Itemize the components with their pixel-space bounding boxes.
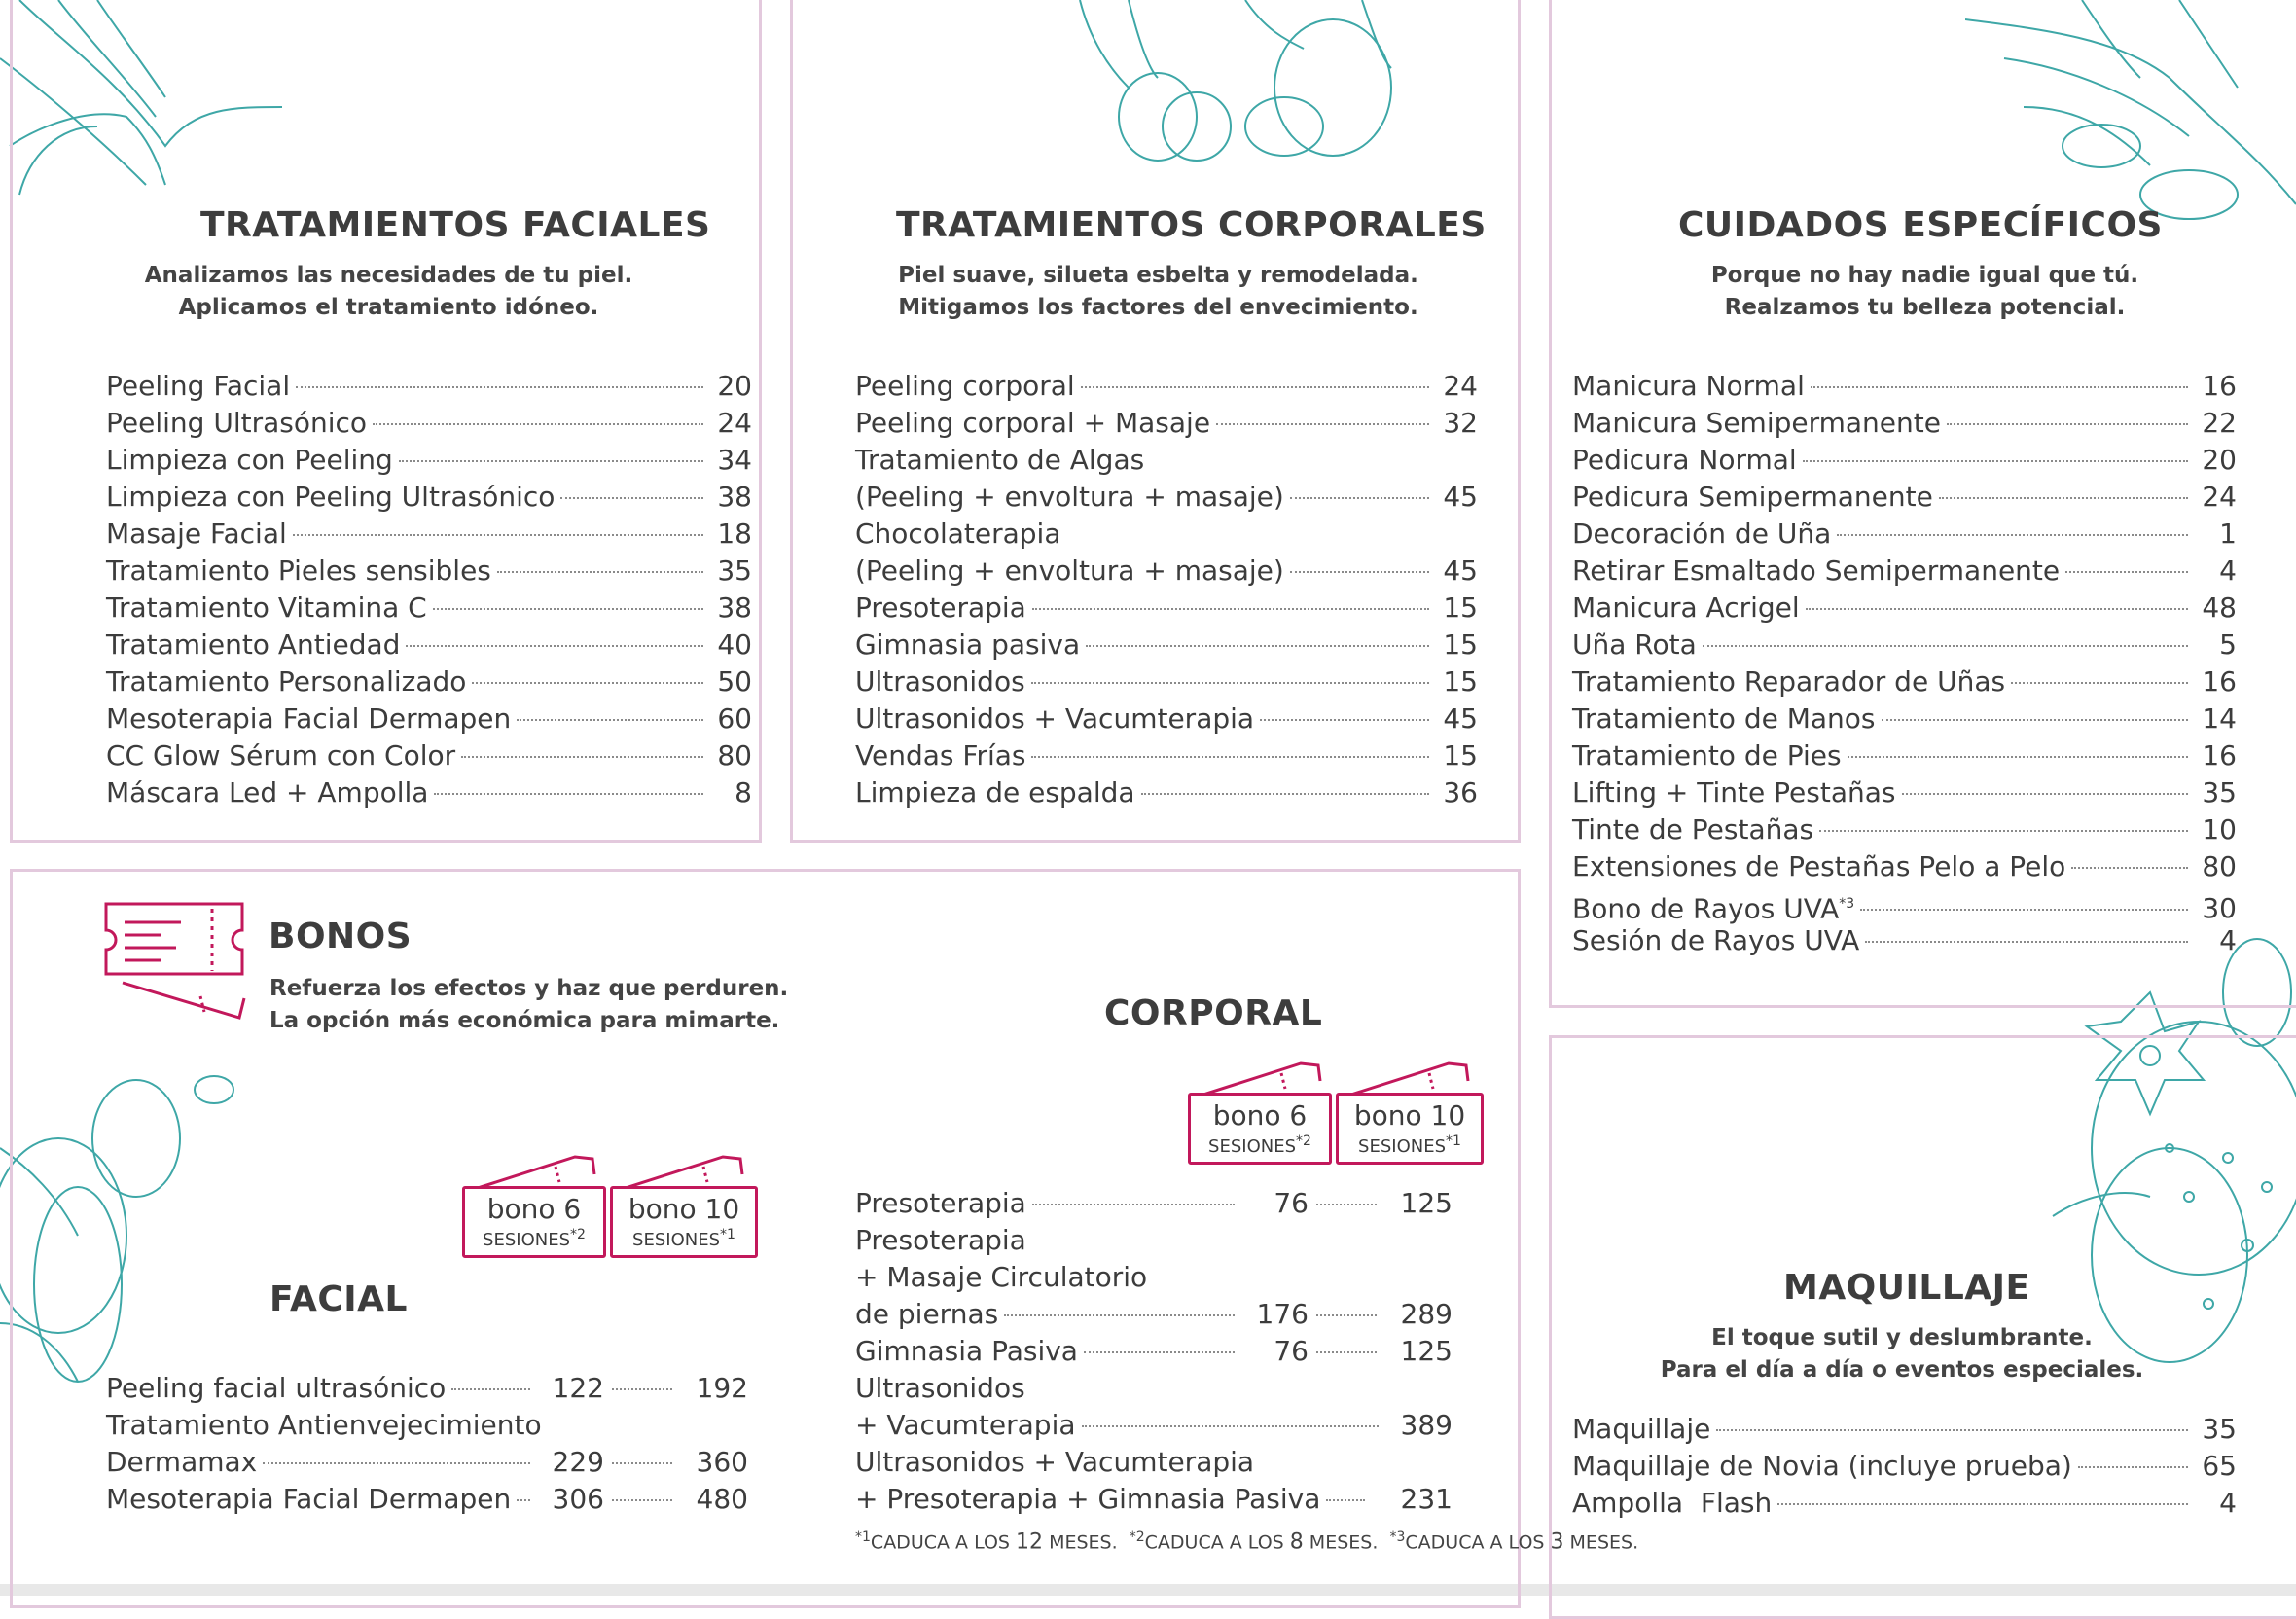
item-name: Presoterapia [855,1187,1026,1219]
bono-6-price: 76 [1274,1335,1309,1367]
bono-row [855,1370,1453,1407]
footnote-text: CADUCA A LOS [870,1531,1017,1554]
item-name: Retirar Esmaltado Semipermanente [1572,555,2061,587]
item-name: Extensiones de Pestañas Pelo a Pelo [1572,850,2066,882]
price-row [106,442,752,479]
leader-dots [263,1462,530,1464]
leader-dots [1939,497,2188,499]
footnote-text: CADUCA A LOS [1405,1531,1551,1554]
leader-dots [1947,423,2188,425]
footnote-text: MESES. [1303,1531,1379,1554]
ticket-subtitle [1339,1131,1481,1158]
price-row [1572,553,2237,590]
item-price: 65 [2202,1450,2237,1482]
leader-dots [399,460,703,462]
item-name-text: Bono de Rayos UVA [1572,892,1840,925]
subtitle-line-1: Piel suave, silueta esbelta y remodelada. [898,263,1418,288]
price-row [1572,738,2237,774]
price-row [1572,627,2237,664]
item-name: Mesoterapia Facial Dermapen [106,1483,512,1515]
leader-dots [1260,719,1429,721]
item-price: 45 [1443,481,1478,513]
item-name: Ultrasonidos + Vacumterapia [855,1446,1255,1478]
price-row [855,516,1478,553]
item-price: 16 [2202,739,2237,772]
bono-row [106,1370,748,1407]
leader-dots [472,682,703,684]
item-price: 45 [1443,555,1478,587]
bonos-corporal-list [855,1185,1453,1518]
price-row [1572,516,2237,553]
item-price: 35 [717,555,752,587]
item-name: Tratamiento Reparador de Uñas [1572,666,2006,698]
subtitle-line-2: La opción más económica para mimarte. [269,1008,780,1033]
bono-6-ticket-corporal [1188,1063,1332,1157]
price-row [106,590,752,627]
item-name: Decoración de Uña [1572,518,1832,550]
ticket-subtitle [613,1224,755,1251]
item-name: Ultrasonidos [855,666,1025,698]
subtitle-line-1: Refuerza los efectos y haz que perduren. [269,976,789,1001]
item-price: 4 [2219,555,2237,587]
footnote-text: MESES. [1563,1531,1639,1554]
subtitle-line-2: Realzamos tu belleza potencial. [1724,295,2126,320]
ticket-subtitle [1191,1131,1329,1158]
bono-6-ticket-facial [462,1157,606,1250]
leader-dots-mid [612,1462,672,1464]
item-price: 45 [1443,702,1478,735]
section-subtitle [269,973,788,1037]
subtitle-line-2: Para el día a día o eventos especiales. [1660,1357,2144,1383]
leader-dots [1082,1425,1379,1427]
price-row [106,516,752,553]
section-subtitle [1552,1322,2252,1386]
bono-10-price: 480 [696,1483,748,1515]
leader-dots-mid [1316,1351,1377,1353]
bono-10-ticket-corporal [1336,1063,1484,1157]
leader-dots [1703,645,2188,647]
price-row [855,774,1478,811]
item-price: 40 [717,629,752,661]
footnote-number: 3 [1550,1529,1564,1555]
leader-dots-mid [612,1388,672,1390]
item-price: 48 [2202,592,2237,624]
item-name: Tratamiento Vitamina C [106,592,427,624]
leader-dots [1716,1429,2188,1431]
price-row [855,442,1478,479]
ticket-box [610,1186,758,1258]
leader-dots [1086,645,1429,647]
item-price: 38 [717,592,752,624]
leader-dots [1290,571,1429,573]
item-name: Uña Rota [1572,629,1697,661]
subtitle-line-1: El toque sutil y deslumbrante. [1711,1325,2093,1350]
leader-dots [406,645,703,647]
bono-10-ticket-facial [610,1157,758,1250]
item-price: 20 [717,370,752,402]
item-price: 36 [1443,776,1478,809]
item-name: Dermamax [106,1446,258,1478]
item-price: 24 [2202,481,2237,513]
price-row [106,664,752,701]
price-row [106,368,752,405]
item-name: Presoterapia [855,1224,1026,1256]
item-price: 15 [1443,629,1478,661]
leader-dots [1806,608,2188,610]
leader-dots [451,1388,530,1390]
bono-row [106,1481,748,1518]
price-row [855,590,1478,627]
item-name: Manicura Normal [1572,370,1805,402]
section-subtitle [1552,260,2296,324]
bono-6-price: 306 [552,1483,604,1515]
item-price: 30 [2202,892,2237,925]
bono-10-price: 389 [1400,1409,1453,1441]
footnote-mark: *3 [1389,1529,1406,1545]
item-price: 34 [717,444,752,476]
item-price: 5 [2219,629,2237,661]
item-price: 20 [2202,444,2237,476]
section-subtitle [793,260,1524,324]
item-price: 15 [1443,739,1478,772]
leader-dots [1777,1503,2188,1505]
leader-dots [1084,1351,1235,1353]
ticket-footnote-mark: *2 [1296,1133,1311,1149]
bonos-corporal-title: CORPORAL [1104,993,1323,1033]
item-name: Tratamiento Antiedad [106,629,401,661]
leader-dots [296,386,703,388]
item-name: Mesoterapia Facial Dermapen [106,702,512,735]
bono-10-price: 125 [1400,1187,1453,1219]
bono-row [855,1407,1453,1444]
ticket-title: bono 10 [628,1193,740,1225]
section-title: BONOS [269,917,413,956]
item-name: Ultrasonidos + Vacumterapia [855,702,1255,735]
ticket-footnote-mark: *2 [570,1227,586,1242]
section-title: TRATAMIENTOS CORPORALES [896,205,1487,245]
item-name: Gimnasia pasiva [855,629,1081,661]
leader-dots [1290,497,1429,499]
price-row [1572,368,2237,405]
leader-dots [497,571,703,573]
item-name: + Masaje Circulatorio [855,1261,1148,1293]
item-price: 18 [717,518,752,550]
ticket-title: bono 10 [1353,1099,1466,1132]
leader-dots [1032,1204,1235,1205]
bono-10-price: 231 [1400,1483,1453,1515]
leader-dots-mid [1316,1204,1377,1205]
item-name: Tratamiento Antienvejecimiento [106,1409,542,1441]
item-name: Tratamiento de Algas [855,444,1145,476]
bono-row [106,1444,748,1481]
bono-10-price: 125 [1400,1335,1453,1367]
panel-bonos [10,869,1639,1608]
price-row [855,627,1478,664]
bono-row [855,1444,1453,1481]
item-price: 50 [717,666,752,698]
item-price: 4 [2219,1487,2237,1519]
item-name: Maquillaje de Novia (incluye prueba) [1572,1450,2072,1482]
leader-dots [2071,867,2188,869]
leader-dots [433,608,703,610]
item-price: 32 [1443,407,1478,439]
leader-dots [1837,534,2188,536]
price-row [1572,922,2237,959]
item-name: Manicura Semipermanente [1572,407,1941,439]
price-row [1572,664,2237,701]
item-price: 24 [717,407,752,439]
item-name: Limpieza con Peeling Ultrasónico [106,481,556,513]
leader-dots [517,719,703,721]
price-row [1572,590,2237,627]
leader-dots [1032,608,1429,610]
price-list [855,368,1478,811]
price-row [855,405,1478,442]
leader-dots [517,1499,530,1501]
item-name: Tratamiento Pieles sensibles [106,555,491,587]
item-price: 60 [717,702,752,735]
leader-dots [293,534,703,536]
ticket-sessions-label: SESIONES [632,1230,721,1250]
price-row [855,664,1478,701]
footnote-mark: *3 [1839,896,1855,912]
bono-10-price: 360 [696,1446,748,1478]
price-row [1572,848,2237,885]
ticket-sessions-label: SESIONES [1358,1136,1447,1157]
item-name: (Peeling + envoltura + masaje) [855,555,1284,587]
item-name: Peeling Facial [106,370,291,402]
ticket-box [462,1186,606,1258]
bonos-facial-list [106,1370,748,1518]
price-row [1572,405,2237,442]
item-name: CC Glow Sérum con Color [106,739,456,772]
item-name: Tratamiento Personalizado [106,666,467,698]
bono-row [855,1222,1453,1259]
item-name: Tratamiento de Pies [1572,739,1842,772]
price-row [855,479,1478,516]
leader-dots [1819,830,2188,832]
panel-tratamientos-faciales [10,0,762,843]
item-name: Pedicura Normal [1572,444,1797,476]
item-price: 35 [2202,1413,2237,1445]
subtitle-line-2: Aplicamos el tratamiento idóneo. [178,295,599,320]
bono-6-price: 122 [552,1372,604,1404]
footnote-mark: *1 [855,1529,871,1545]
item-price: 1 [2219,518,2237,550]
bono-row [855,1185,1453,1222]
price-list [1572,1411,2237,1522]
item-name: Tinte de Pestañas [1572,813,1814,845]
item-name: Ampolla Flash [1572,1487,1773,1519]
price-row [1572,811,2237,848]
bono-10-price: 192 [696,1372,748,1404]
item-price: 80 [2202,850,2237,882]
price-row [1572,479,2237,516]
leader-dots [434,793,703,795]
item-price: 35 [2202,776,2237,809]
item-name: Ultrasonidos [855,1372,1025,1404]
bono-row [855,1481,1453,1518]
panel-maquillaje [1549,1035,2296,1619]
leader-dots [461,756,703,758]
footnote [855,1529,1638,1554]
item-name: Gimnasia Pasiva [855,1335,1078,1367]
ticket-sessions-label: SESIONES [1208,1136,1297,1157]
bono-10-price: 289 [1400,1298,1453,1330]
item-price: 24 [1443,370,1478,402]
bono-row [855,1333,1453,1370]
price-row [1572,701,2237,738]
leader-dots [1848,756,2188,758]
item-price: 10 [2202,813,2237,845]
leader-dots [560,497,703,499]
ticket-box [1188,1093,1332,1165]
item-name: Sesión de Rayos UVA [1572,924,1860,956]
bono-row [855,1259,1453,1296]
bonos-facial-title: FACIAL [269,1279,408,1319]
price-row [106,627,752,664]
leader-dots [1865,941,2188,943]
item-name: + Presoterapia + Gimnasia Pasiva [855,1483,1321,1515]
section-subtitle [13,260,765,324]
leader-dots [2011,682,2188,684]
item-price: 4 [2219,924,2237,956]
ticket-icon [103,901,249,1029]
price-row [106,405,752,442]
bono-6-price: 76 [1274,1187,1309,1219]
price-row [1572,1448,2237,1485]
item-name: Vendas Frías [855,739,1026,772]
bono-row [106,1407,748,1444]
price-row [855,553,1478,590]
item-price: 16 [2202,370,2237,402]
leader-dots [1811,386,2188,388]
panel-cuidados-especificos [1549,0,2296,1008]
price-row [1572,442,2237,479]
item-name: Máscara Led + Ampolla [106,776,429,809]
item-price: 22 [2202,407,2237,439]
price-row [1572,1411,2237,1448]
leader-dots [2065,571,2188,573]
leader-dots [1004,1314,1235,1316]
leader-dots [1031,756,1429,758]
leader-dots [1081,386,1429,388]
section-title: MAQUILLAJE [1783,1268,2030,1308]
panel-tratamientos-corporales [790,0,1521,843]
item-name: Peeling corporal [855,370,1075,402]
subtitle-line-1: Porque no hay nadie igual que tú. [1710,263,2139,288]
leader-dots-mid [1316,1314,1377,1316]
subtitle-line-1: Analizamos las necesidades de tu piel. [144,263,633,288]
price-row [106,738,752,774]
item-name: Presoterapia [855,592,1026,624]
ticket-subtitle [465,1224,603,1251]
price-row [855,368,1478,405]
price-row [106,553,752,590]
item-name: Limpieza de espalda [855,776,1135,809]
item-name: Chocolaterapia [855,518,1061,550]
footnote-text: CADUCA A LOS [1144,1531,1290,1554]
ticket-footnote-mark: *1 [720,1227,735,1242]
section-title: TRATAMIENTOS FACIALES [200,205,711,245]
price-row [855,738,1478,774]
price-list [106,368,752,811]
item-price: 15 [1443,666,1478,698]
leader-dots-mid [612,1499,672,1501]
item-name: Pedicura Semipermanente [1572,481,1933,513]
price-row [1572,885,2237,925]
leader-dots [1803,460,2188,462]
item-name: (Peeling + envoltura + masaje) [855,481,1284,513]
item-name: Manicura Acrigel [1572,592,1800,624]
footnote-number: 8 [1289,1529,1304,1555]
bono-6-price: 229 [552,1446,604,1478]
item-name: Peeling Ultrasónico [106,407,368,439]
ticket-box [1336,1093,1484,1165]
price-row [1572,1485,2237,1522]
leader-dots [373,423,703,425]
item-name: + Vacumterapia [855,1409,1076,1441]
leader-dots [1141,793,1429,795]
item-name: Peeling facial ultrasónico [106,1372,447,1404]
item-name: Maquillaje [1572,1413,1711,1445]
footnote-text: MESES. [1043,1531,1118,1554]
item-price: 8 [735,776,752,809]
price-row [106,479,752,516]
section-title: CUIDADOS ESPECÍFICOS [1678,205,2163,245]
item-price: 16 [2202,666,2237,698]
ticket-title: bono 6 [486,1193,582,1225]
bono-6-price: 176 [1256,1298,1309,1330]
footnote-number: 12 [1016,1529,1044,1555]
subtitle-line-2: Mitigamos los factores del envecimiento. [898,295,1418,320]
ticket-footnote-mark: *1 [1446,1133,1461,1149]
leader-dots [1216,423,1429,425]
leader-dots [1031,682,1429,684]
price-row [106,774,752,811]
bono-row [855,1296,1453,1333]
ticket-sessions-label: SESIONES [483,1230,571,1250]
item-name [1572,885,1854,927]
leader-dots [1860,909,2188,911]
item-price: 14 [2202,702,2237,735]
item-name: Lifting + Tinte Pestañas [1572,776,1896,809]
leader-dots [1326,1499,1365,1501]
item-price: 80 [717,739,752,772]
footnote-mark: *2 [1129,1529,1145,1545]
price-row [1572,774,2237,811]
price-row [106,701,752,738]
price-list [1572,368,2237,959]
item-name: de piernas [855,1298,999,1330]
price-row [855,701,1478,738]
item-name: Peeling corporal + Masaje [855,407,1211,439]
leader-dots [1882,719,2188,721]
item-price: 15 [1443,592,1478,624]
item-name: Tratamiento de Manos [1572,702,1876,735]
item-name: Limpieza con Peeling [106,444,393,476]
item-name: Masaje Facial [106,518,287,550]
leader-dots [1902,793,2189,795]
leader-dots [2078,1466,2188,1468]
ticket-title: bono 6 [1212,1099,1308,1132]
item-price: 38 [717,481,752,513]
